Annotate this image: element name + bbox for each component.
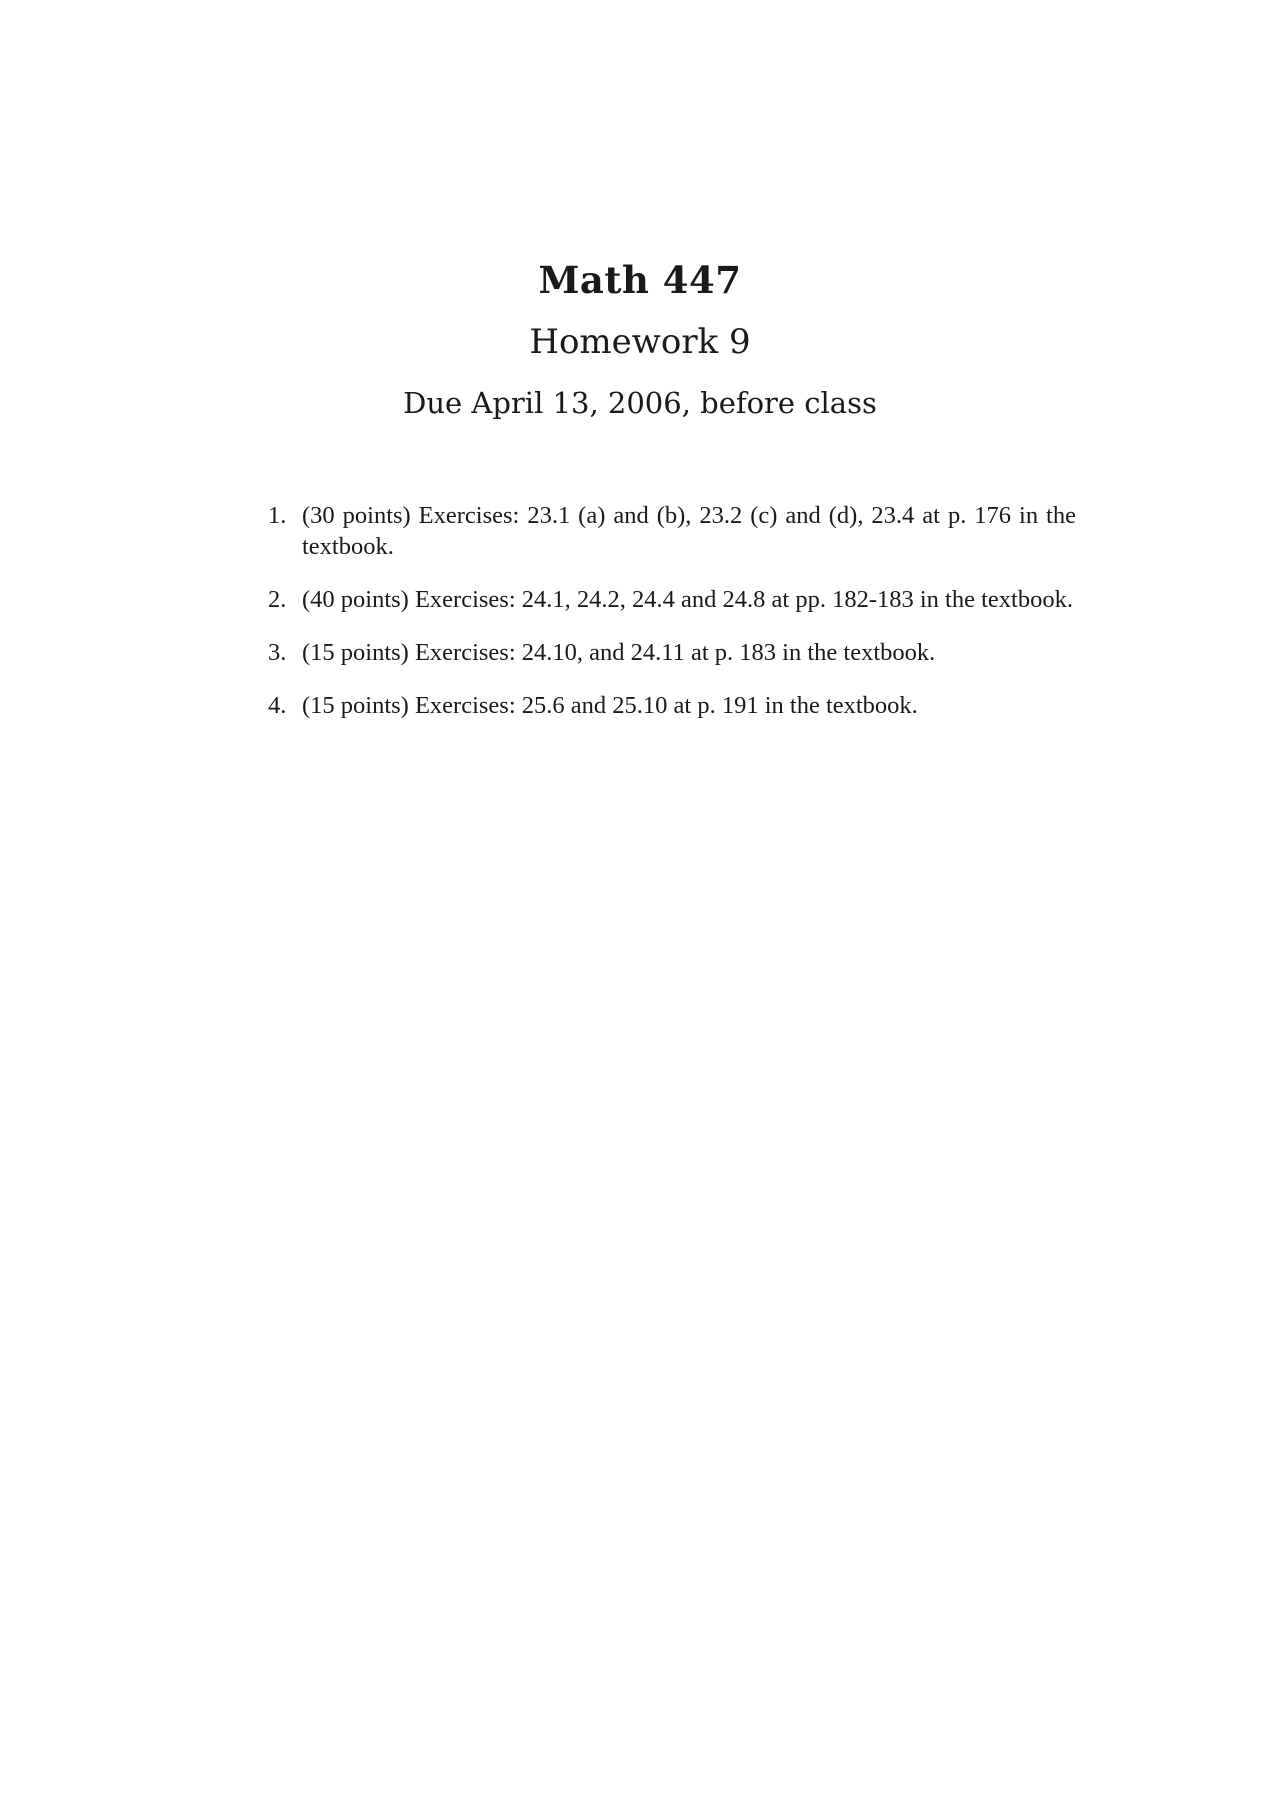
problem-text: (15 points) Exercises: 24.10, and 24.11 at p. 183 in the textbook. xyxy=(302,639,936,666)
problem-item xyxy=(268,500,1076,562)
problem-text: (40 points) Exercises: 24.1, 24.2, 24.4 and 24.8 at pp. 182-183 in the textbook. xyxy=(302,586,1073,613)
problem-item xyxy=(268,584,1076,615)
assignment-title: Homework 9 xyxy=(529,322,751,362)
problem-item xyxy=(268,637,1076,668)
problem-item xyxy=(268,690,1076,721)
problem-list xyxy=(268,500,1076,743)
course-title: Math 447 xyxy=(538,258,742,302)
due-date: Due April 13, 2006, before class xyxy=(403,386,877,420)
problem-number: 3. xyxy=(268,639,287,666)
problem-text: (15 points) Exercises: 25.6 and 25.10 at p. 191 in the textbook. xyxy=(302,692,918,719)
problem-text: (30 points) Exercises: 23.1 (a) and (b), 23.2 (c) and (d), 23.4 at p. 176 in the textbook. xyxy=(302,502,1076,560)
problem-number: 4. xyxy=(268,692,287,719)
problem-number: 2. xyxy=(268,586,287,613)
problem-number: 1. xyxy=(268,502,287,529)
